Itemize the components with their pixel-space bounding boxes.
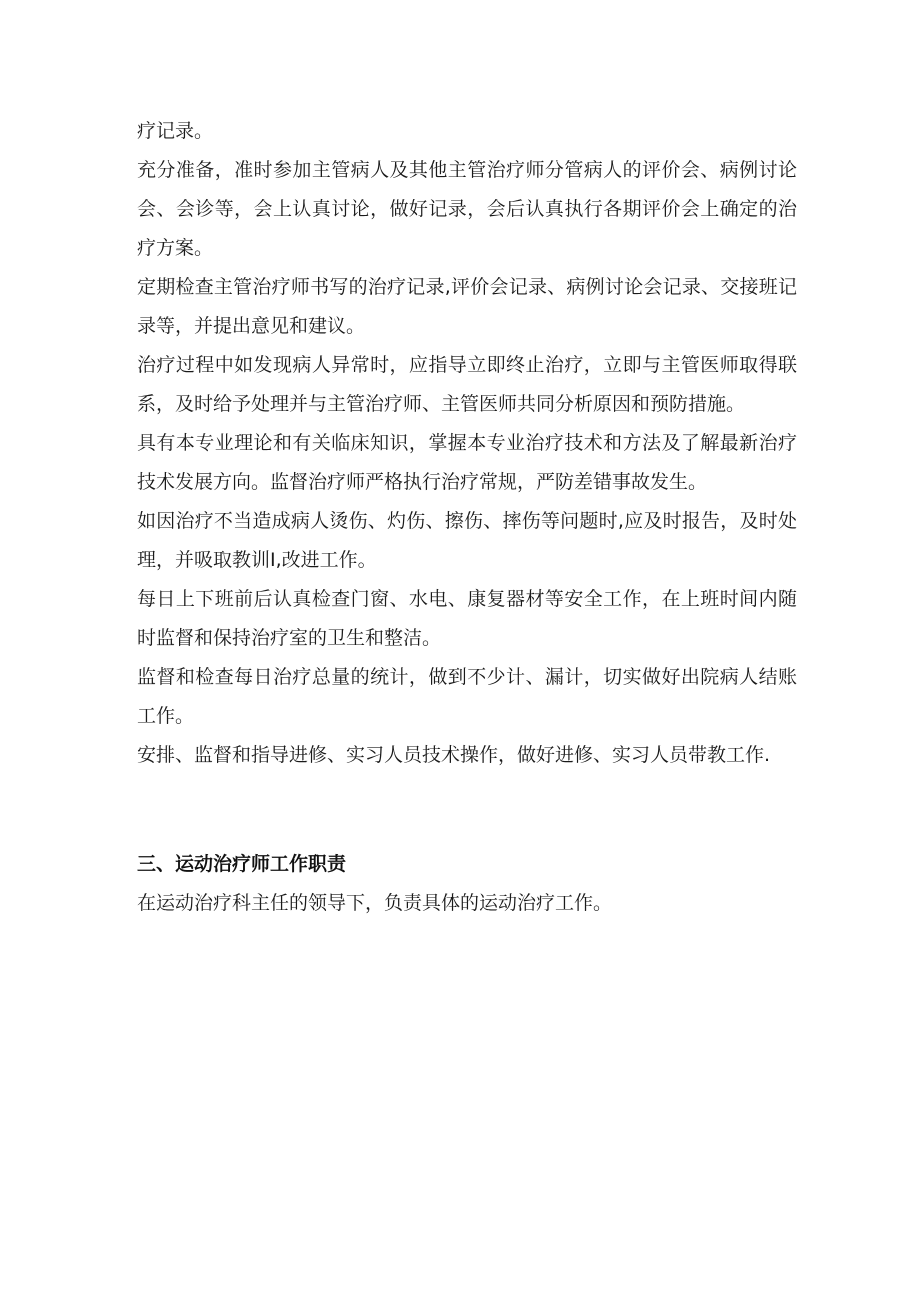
paragraph-safety-check: 每日上下班前后认真检查门窗、水电、康复器材等安全工作，在上班时间内随时监督和保持治疗室的卫生和整洁。 (137, 588, 797, 649)
paragraph-injury-reporting: 如因治疗不当造成病人烫伤、灼伤、擦伤、摔伤等问题时,应及时报告，及时处理，并吸取教训Ⅰ,改进工作。 (137, 510, 797, 571)
paragraph-check-records: 定期检查主管治疗师书写的治疗记录,评价会记录、病例讨论会记录、交接班记录等，并提出意见和建议。 (137, 276, 797, 337)
paragraph-professional-knowledge: 具有本专业理论和有关临床知识，掌握本专业治疗技术和方法及了解最新治疗技术发展方向。监督治疗师严格执行治疗常规，严防差错事故发生。 (137, 432, 797, 493)
paragraph-treatment-record-end: 疗记录。 (137, 120, 214, 142)
paragraph-trainee-supervision: 安排、监督和指导进修、实习人员技术操作，做好进修、实习人员带教工作. (137, 744, 771, 766)
paragraph-treatment-statistics: 监督和检查每日治疗总量的统计，做到不少计、漏计，切实做好出院病人结账工作。 (137, 666, 797, 727)
document-body (137, 112, 797, 923)
paragraph-abnormal-handling: 治疗过程中如发现病人异常时，应指导立即终止治疗，立即与主管医师取得联系，及时给予处理并与主管治疗师、主管医师共同分析原因和预防措施。 (137, 354, 797, 415)
section-heading: 三、运动治疗师工作职责 (137, 853, 347, 875)
section-paragraph: 在运动治疗科主任的领导下，负责具体的运动治疗工作。 (137, 892, 613, 914)
paragraph-evaluation-meetings: 充分准备，准时参加主管病人及其他主管治疗师分管病人的评价会、病例讨论会、会诊等，会上认真讨论，做好记录，会后认真执行各期评价会上确定的治疗方案。 (137, 159, 797, 259)
